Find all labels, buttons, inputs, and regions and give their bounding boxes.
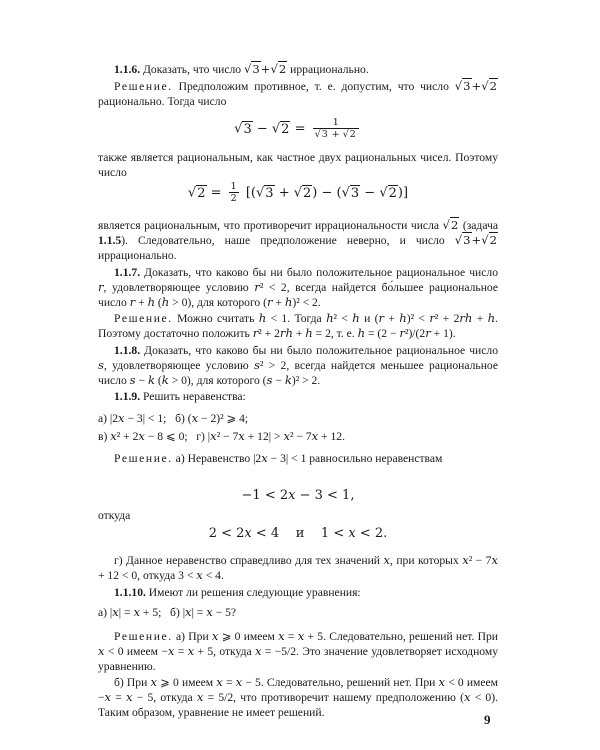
solution-label: Решение. [114,312,173,325]
problem-1-1-8-statement: 1.1.8. Доказать, что каково бы ни было положительное рациональное число s, удовлетворяющее условию s² > 2, всегда найдется меньшее рациональное число s − k (k > 0), для которого (s − k)² > 2. [98,344,499,388]
problem-1-1-7-statement: 1.1.7. Доказать, что каково бы ни было положительное рациональное число r, удовлетворяющее условию r² < 2, всегда найдется бо́льшее рациональное число r + h (h > 0), для которого (r + h)² < 2. [98,266,498,310]
problem-1-1-10-items: а) |x| = x + 5; б) |x| = x − 5? [98,605,237,619]
problem-number: 1.1.9. [114,390,141,403]
equation-sqrt2: √2 = $\frac{1}{2}$ [(√3 + √2) − (√3 − √2)] [187,181,409,204]
problem-number: 1.1.8. [114,344,141,357]
page-number: 9 [484,712,491,727]
problem-1-1-10-statement: 1.1.10. Имеют ли решения следующие уравнения: [114,586,361,599]
solution-label: Решение. [114,630,173,643]
word-otkuda: откуда [98,509,131,522]
problem-1-1-9-statement: 1.1.9. Решить неравенства: [114,390,246,403]
problem-1-1-6-solution: Решение. Предположим противное, т. е. допустим, что число √3+√2 рационально. Тогда число [98,79,497,109]
problem-1-1-9-items-row-2: в) x² + 2x − 8 ⩽ 0; г) |x² − 7x + 12| > x² − 7x + 12. [98,429,345,443]
solution-label: Решение. [114,80,173,93]
equation-a2: 2 < 2x < 4 и 1 < x < 2. [208,526,388,541]
problem-1-1-10-solution-b: б) При x ⩾ 0 имеем x = x − 5. Следовательно, решений нет. При x < 0 имеем −x = x − 5, откуда x = 5/2, что противоречит нашему предположению (x < 0). Таким образом, уравнение не имеет решений. [98,675,498,720]
equation-sqrt3-minus-sqrt2: √3 − √2 = $\frac{1}{√3 + √2}$ [98,118,498,140]
solution-label: Решение. [114,452,173,465]
problem-1-1-10-solution-a: Решение. а) При x ⩾ 0 имеем x = x + 5. Следовательно, решений нет. При x < 0 имеем −x = x + 5, откуда x = −5/2. Это значение удовлетворяет исходному уравнению. [98,629,498,674]
problem-number: 1.1.7. [114,266,141,279]
problem-1-1-6-statement: 1.1.6. Доказать, что число √3+√2 иррационально. [114,62,369,76]
problem-1-1-9-items-row-1: а) |2x − 3| < 1; б) (x − 2)² ⩾ 4; [98,411,249,425]
problem-1-1-9-solution-a: Решение. а) Неравенство |2x − 3| < 1 равносильно неравенствам [114,451,443,465]
problem-1-1-7-solution: Решение. Можно считать h < 1. Тогда h² < h и (r + h)² < r² + 2rh + h. Поэтому достаточно положить r² + 2rh + h = 2, т. е. h = (2 − r²)/(2r + 1). [98,311,498,341]
problem-1-1-6-text-2: также является рациональным, как частное двух рациональных чисел. Поэтому число [98,151,498,180]
problem-1-1-6-text-3: является рациональным, что противоречит иррациональности числа √2 (задача 1.1.5). Следовательно, наше предположение неверно, и число √3+√2 иррационально. [98,218,498,263]
problem-number: 1.1.6. [114,63,141,76]
problem-1-1-9-solution-g: г) Данное неравенство справедливо для тех значений x, при которых x² − 7x + 12 < 0, откуда 3 < x < 4. [98,553,498,583]
problem-number: 1.1.10. [114,586,146,599]
equation-a1: −1 < 2x − 3 < 1, [241,488,355,503]
